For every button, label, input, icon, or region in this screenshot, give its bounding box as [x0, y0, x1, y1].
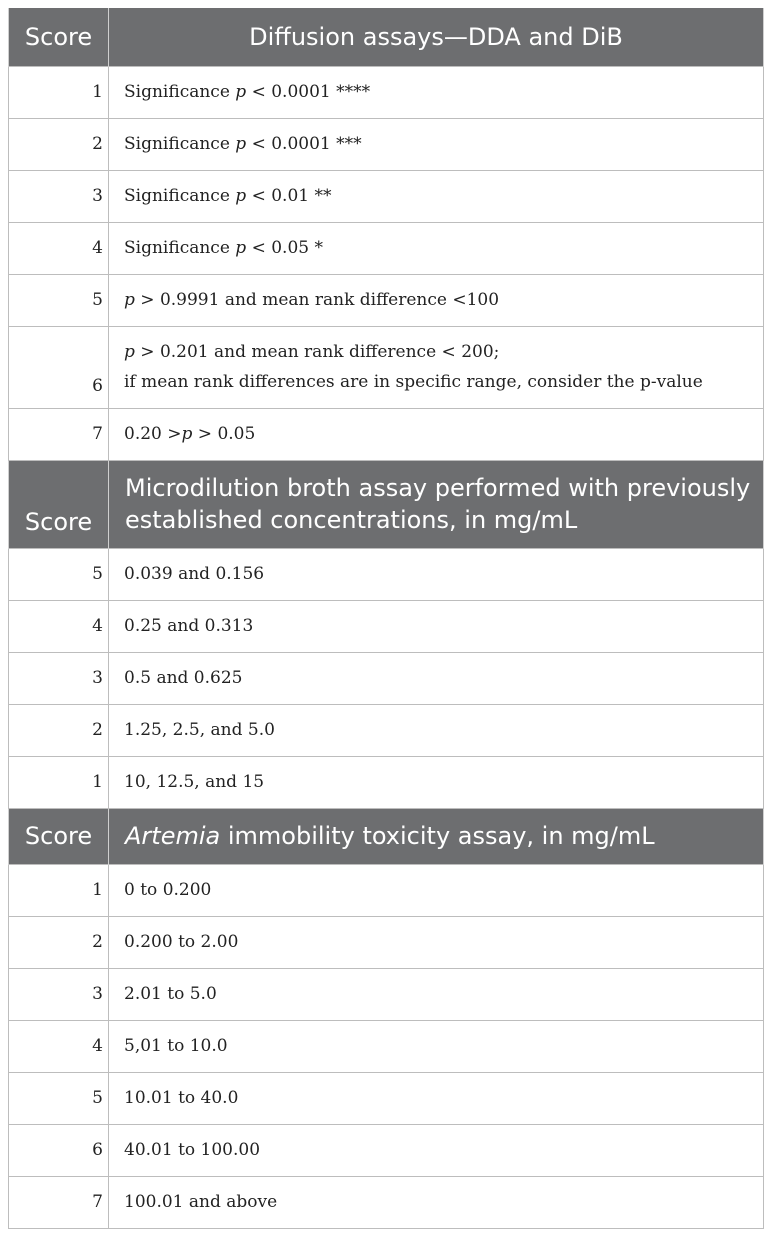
score-cell: 1 [9, 864, 109, 916]
table-row [9, 1124, 764, 1176]
table-row [9, 600, 764, 652]
toxicity-range-cell: 0.200 to 2.00 [109, 916, 764, 968]
score-cell: 3 [9, 170, 109, 222]
score-cell: 2 [9, 916, 109, 968]
concentration-cell: 1.25, 2.5, and 5.0 [109, 704, 764, 756]
table-row [9, 408, 764, 460]
toxicity-range-cell: 40.01 to 100.00 [109, 1124, 764, 1176]
section1-title: Diffusion assays—DDA and DiB [109, 8, 764, 66]
score-cell: 6 [9, 1124, 109, 1176]
criteria-cell: Significance p < 0.05 * [109, 222, 764, 274]
criteria-cell: Significance p < 0.0001 *** [109, 118, 764, 170]
criteria-cell: p > 0.9991 and mean rank difference <100 [109, 274, 764, 326]
concentration-cell: 0.039 and 0.156 [109, 548, 764, 600]
table-row [9, 222, 764, 274]
score-header: Score [9, 460, 109, 548]
score-cell: 2 [9, 118, 109, 170]
table-row [9, 652, 764, 704]
score-cell: 5 [9, 548, 109, 600]
table-row [9, 1176, 764, 1228]
table-row [9, 704, 764, 756]
criteria-cell: Significance p < 0.01 ** [109, 170, 764, 222]
concentration-cell: 0.25 and 0.313 [109, 600, 764, 652]
table-row [9, 1072, 764, 1124]
score-cell: 4 [9, 1020, 109, 1072]
table-row [9, 968, 764, 1020]
criteria-cell: Significance p < 0.0001 **** [109, 66, 764, 118]
score-cell: 3 [9, 968, 109, 1020]
section3-header [9, 808, 764, 864]
score-header: Score [9, 8, 109, 66]
score-cell: 5 [9, 274, 109, 326]
table-row [9, 548, 764, 600]
section2-header [9, 460, 764, 548]
score-cell: 2 [9, 704, 109, 756]
score-cell: 1 [9, 756, 109, 808]
table-row [9, 864, 764, 916]
table-row [9, 66, 764, 118]
section1-header [9, 8, 764, 66]
toxicity-range-cell: 5,01 to 10.0 [109, 1020, 764, 1072]
score-cell: 4 [9, 222, 109, 274]
concentration-cell: 10, 12.5, and 15 [109, 756, 764, 808]
score-cell: 1 [9, 66, 109, 118]
score-cell: 4 [9, 600, 109, 652]
table-row [9, 1020, 764, 1072]
score-cell: 7 [9, 408, 109, 460]
table-row [9, 756, 764, 808]
toxicity-range-cell: 0 to 0.200 [109, 864, 764, 916]
section2-title: Microdilution broth assay performed with previously established concentrations, in mg/mL [109, 460, 764, 548]
concentration-cell: 0.5 and 0.625 [109, 652, 764, 704]
table-row [9, 170, 764, 222]
score-cell: 3 [9, 652, 109, 704]
table-row [9, 118, 764, 170]
table-row [9, 326, 764, 408]
criteria-cell: 0.20 >p > 0.05 [109, 408, 764, 460]
section3-title: Artemia immobility toxicity assay, in mg/mL [109, 808, 764, 864]
table-row [9, 274, 764, 326]
toxicity-range-cell: 10.01 to 40.0 [109, 1072, 764, 1124]
toxicity-range-cell: 2.01 to 5.0 [109, 968, 764, 1020]
score-cell: 6 [9, 326, 109, 408]
toxicity-range-cell: 100.01 and above [109, 1176, 764, 1228]
score-header: Score [9, 808, 109, 864]
table-row [9, 916, 764, 968]
scoring-table [8, 8, 764, 1229]
score-cell: 5 [9, 1072, 109, 1124]
criteria-cell: p > 0.201 and mean rank difference < 200; if mean rank differences are in specific range, consider the p-value [109, 326, 764, 408]
score-cell: 7 [9, 1176, 109, 1228]
